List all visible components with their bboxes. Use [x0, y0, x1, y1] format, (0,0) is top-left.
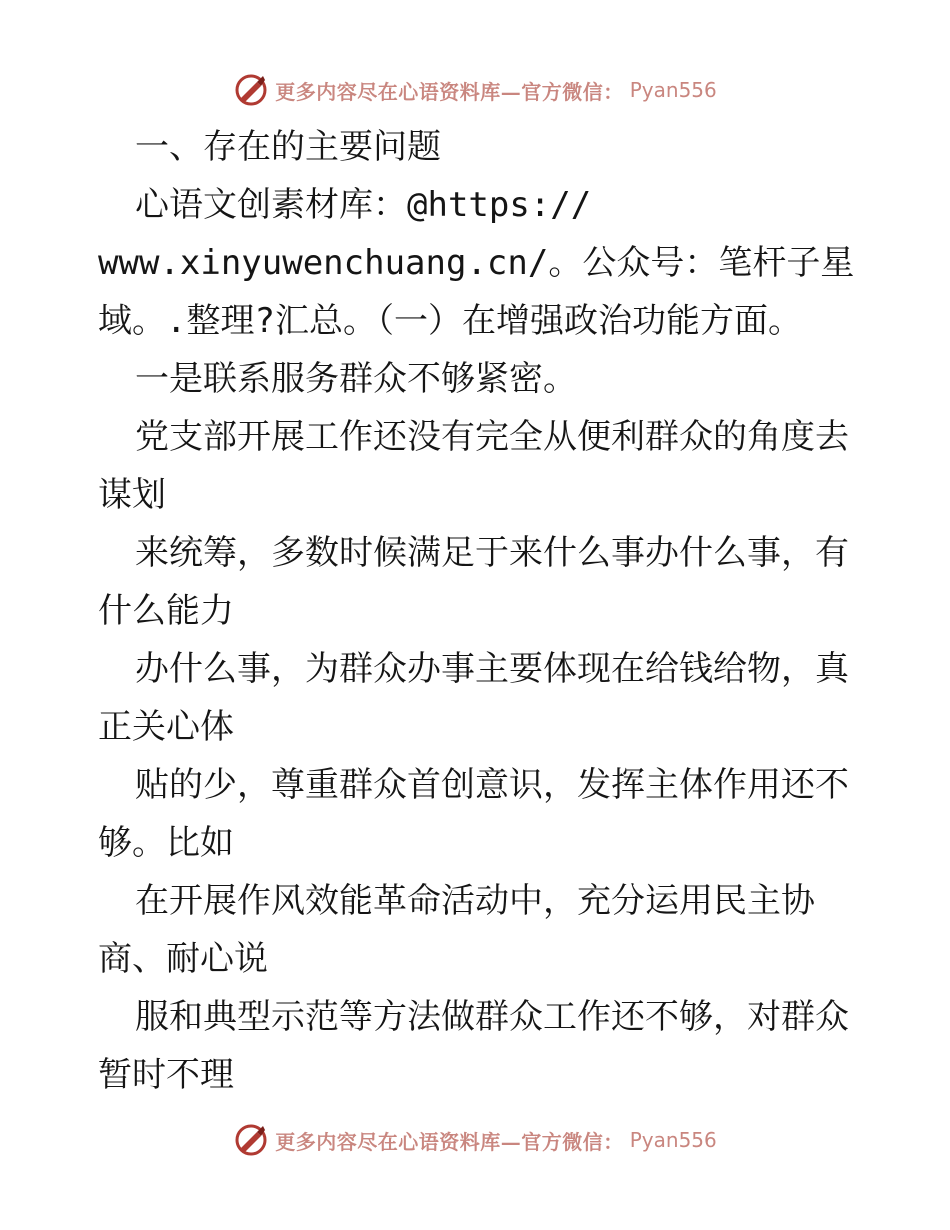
- text-line: 谋划: [98, 475, 166, 515]
- header-banner-inner: [233, 72, 717, 108]
- text-line: 心语文创素材库：@https://: [135, 185, 592, 225]
- footer-banner: [0, 1118, 950, 1162]
- text-line: 够。比如: [98, 823, 234, 863]
- banner-wechat-id: Pyan556: [629, 1128, 717, 1152]
- pen-circle-logo-icon: [233, 72, 269, 108]
- text-line: 一、存在的主要问题: [135, 127, 441, 167]
- text-line: 来统筹，多数时候满足于来什么事办什么事，有: [135, 533, 849, 573]
- text-line: 正关心体: [98, 707, 234, 747]
- text-line: 服和典型示范等方法做群众工作还不够，对群众: [135, 997, 849, 1037]
- text-line: 一是联系服务群众不够紧密。: [135, 359, 577, 399]
- header-banner: [0, 68, 950, 112]
- text-line: 什么能力: [98, 591, 234, 631]
- text-line: 办什么事，为群众办事主要体现在给钱给物，真: [135, 649, 849, 689]
- text-line: 域。.整理?汇总。（一）在增强政治功能方面。: [98, 301, 802, 341]
- footer-banner-inner: [233, 1122, 717, 1158]
- pen-circle-logo-icon: [233, 1122, 269, 1158]
- text-line: 党支部开展工作还没有完全从便利群众的角度去: [135, 417, 849, 457]
- banner-wechat-id: Pyan556: [629, 78, 717, 102]
- text-line: 暂时不理: [98, 1055, 234, 1095]
- banner-text: 更多内容尽在心语资料库—官方微信：: [275, 79, 624, 104]
- banner-text: 更多内容尽在心语资料库—官方微信：: [275, 1129, 624, 1154]
- text-line: 在开展作风效能革命活动中，充分运用民主协: [135, 881, 815, 921]
- text-line: 贴的少，尊重群众首创意识，发挥主体作用还不: [135, 765, 849, 805]
- document-body: [98, 118, 868, 1104]
- text-line: www.xinyuwenchuang.cn/。公众号：笔杆子星: [98, 243, 855, 283]
- text-line: 商、耐心说: [98, 939, 268, 979]
